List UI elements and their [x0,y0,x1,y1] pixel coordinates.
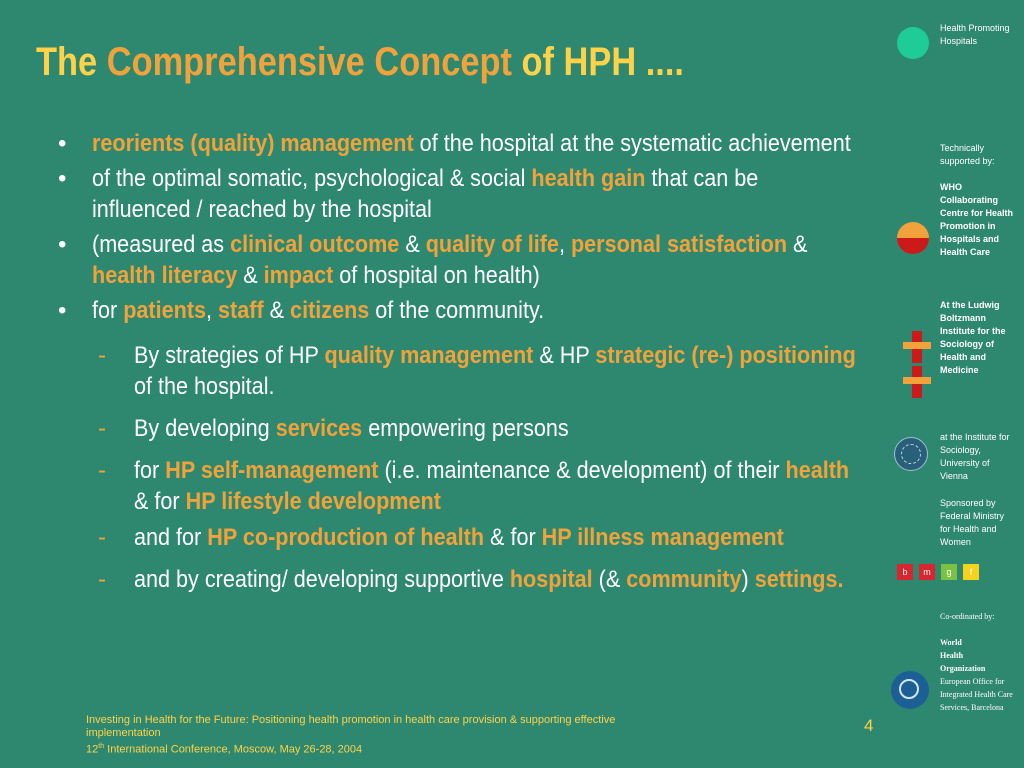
sidebar-lbi: At the Ludwig Boltzmann Institute for the Sociology of Health and Medicine [940,300,1006,375]
plain-text: of the community. [369,297,545,324]
plain-text: ) [741,566,755,593]
highlight-text: services [275,415,363,442]
bullet-text [92,128,857,159]
highlight-text: health literacy [92,262,238,289]
plain-text: , [206,297,219,324]
bullet-marker: • [58,297,67,324]
sidebar-who-4: European Office for Integrated Health Care Services, Barcelona [940,677,1013,712]
plain-text: of hospital on health) [333,262,540,289]
plain-text: that can be influenced / reached by the hospital [92,165,759,223]
sub-bullet-item [58,455,858,517]
plain-text: of the hospital at the systematic achievement [413,130,851,157]
bullet-marker: • [58,130,67,157]
highlight-text: clinical outcome [230,231,400,258]
plain-text: By developing [134,415,276,442]
bullet-item [58,229,858,291]
bullet-marker: • [58,165,67,192]
lbi-cross-bar-icon [903,342,931,349]
sidebar-who-3: Organization [940,664,986,673]
whocc-logo-icon [897,222,929,238]
highlight-text: health [785,457,850,484]
highlight-text: settings. [754,566,844,593]
bullet-item [58,128,858,159]
highlight-text: HP illness management [541,524,784,551]
highlight-text: citizens [290,297,370,324]
plain-text: for [134,457,166,484]
highlight-text: HP lifestyle development [185,488,441,515]
plain-text: (i.e. maintenance & development) of their [378,457,786,484]
university-seal-icon [894,437,928,471]
footer-line2-wrap [86,740,686,757]
highlight-text: quality of life [425,231,559,258]
whocc-logo-bottom-icon [897,238,929,254]
sidebar-who-2: Health [940,651,964,660]
sub-bullet-marker: - [98,457,106,484]
footer-ordinal-suffix: th [98,743,105,750]
plain-text: empowering persons [362,415,569,442]
highlight-text: hospital [509,566,593,593]
sub-bullet-item [58,522,858,553]
sub-bullet-text [134,564,857,595]
plain-text: and for [134,524,208,551]
sub-bullet-text [134,455,857,517]
bmgf-logo-m: m [919,564,935,580]
sidebar-spons: Sponsored by Federal Ministry for Health and Women [940,498,1005,547]
sub-bullet-item [58,340,858,402]
bullet-item [58,295,858,326]
footer-line1: Investing in Health for the Future: Positioning health promotion in health care provision & supporting effective implementation [86,714,616,739]
lbi-cross-bar-icon [903,377,931,384]
highlight-text: quality management [324,342,534,369]
sidebar-hph: Health Promoting Hospitals [940,23,1010,46]
slide-title [36,40,684,85]
footer [86,714,686,757]
sidebar-tech: Technically supported by: [940,143,995,166]
sub-bullet-text [134,340,857,402]
highlight-text: patients [123,297,207,324]
plain-text: & [399,231,426,258]
who-emblem-icon [891,671,929,709]
plain-text: & for [134,488,186,515]
sub-bullet-marker: - [98,566,106,593]
sub-bullet-marker: - [98,524,106,551]
title-highlight: Comprehensive Concept [106,40,512,84]
highlight-text: staff [218,297,264,324]
highlight-text: impact [263,262,334,289]
plain-text: , [558,231,571,258]
bullet-text [92,295,857,326]
highlight-text: health gain [531,165,646,192]
sub-bullet-marker: - [98,342,106,369]
highlight-text: personal satisfaction [570,231,788,258]
plain-text: & [237,262,264,289]
sidebar-inst: at the Institute for Sociology, University of Vienna [940,432,1010,481]
plain-text: of the optimal somatic, psychological & social [92,165,532,192]
highlight-text: HP self-management [165,457,379,484]
sub-bullet-text [134,413,857,444]
sidebar-who-1: World [940,638,962,647]
plain-text: & HP [533,342,596,369]
plain-text: for [92,297,124,324]
bullet-marker: • [58,231,67,258]
bullet-text [92,229,857,291]
sidebar-whocc: WHO Collaborating Centre for Health Promotion in Hospitals and Health Care [940,182,1014,257]
slide-content [58,128,858,606]
sidebar-coord: Co-ordinated by: [940,612,995,621]
highlight-text: HP co-production of health [207,524,485,551]
highlight-text: community [626,566,742,593]
hph-logo-circle-icon [897,27,929,59]
sub-bullet-text [134,522,857,553]
footer-line2: International Conference, Moscow, May 26-28, 2004 [104,743,363,756]
bmgf-logo-f: f [963,564,979,580]
plain-text: By strategies of HP [134,342,325,369]
footer-ordinal: 12 [86,743,99,756]
title-part3: of HPH .... [511,40,684,84]
bmgf-logo-g: g [941,564,957,580]
plain-text: & [787,231,808,258]
bmgf-logo-b: b [897,564,913,580]
bullet-text [92,163,857,225]
bullet-item [58,163,858,225]
sub-bullet-item [58,564,858,595]
highlight-text: strategic (re-) positioning [595,342,856,369]
highlight-text: reorients (quality) management [92,130,414,157]
plain-text: (measured as [92,231,231,258]
plain-text: & for [484,524,542,551]
sub-bullet-marker: - [98,415,106,442]
page-number: 4 [864,716,874,735]
plain-text: of the hospital. [134,373,275,400]
sub-bullet-item [58,413,858,444]
plain-text: (& [592,566,627,593]
plain-text: & [263,297,291,324]
title-part1: The [36,40,107,84]
plain-text: and by creating/ developing supportive [134,566,510,593]
